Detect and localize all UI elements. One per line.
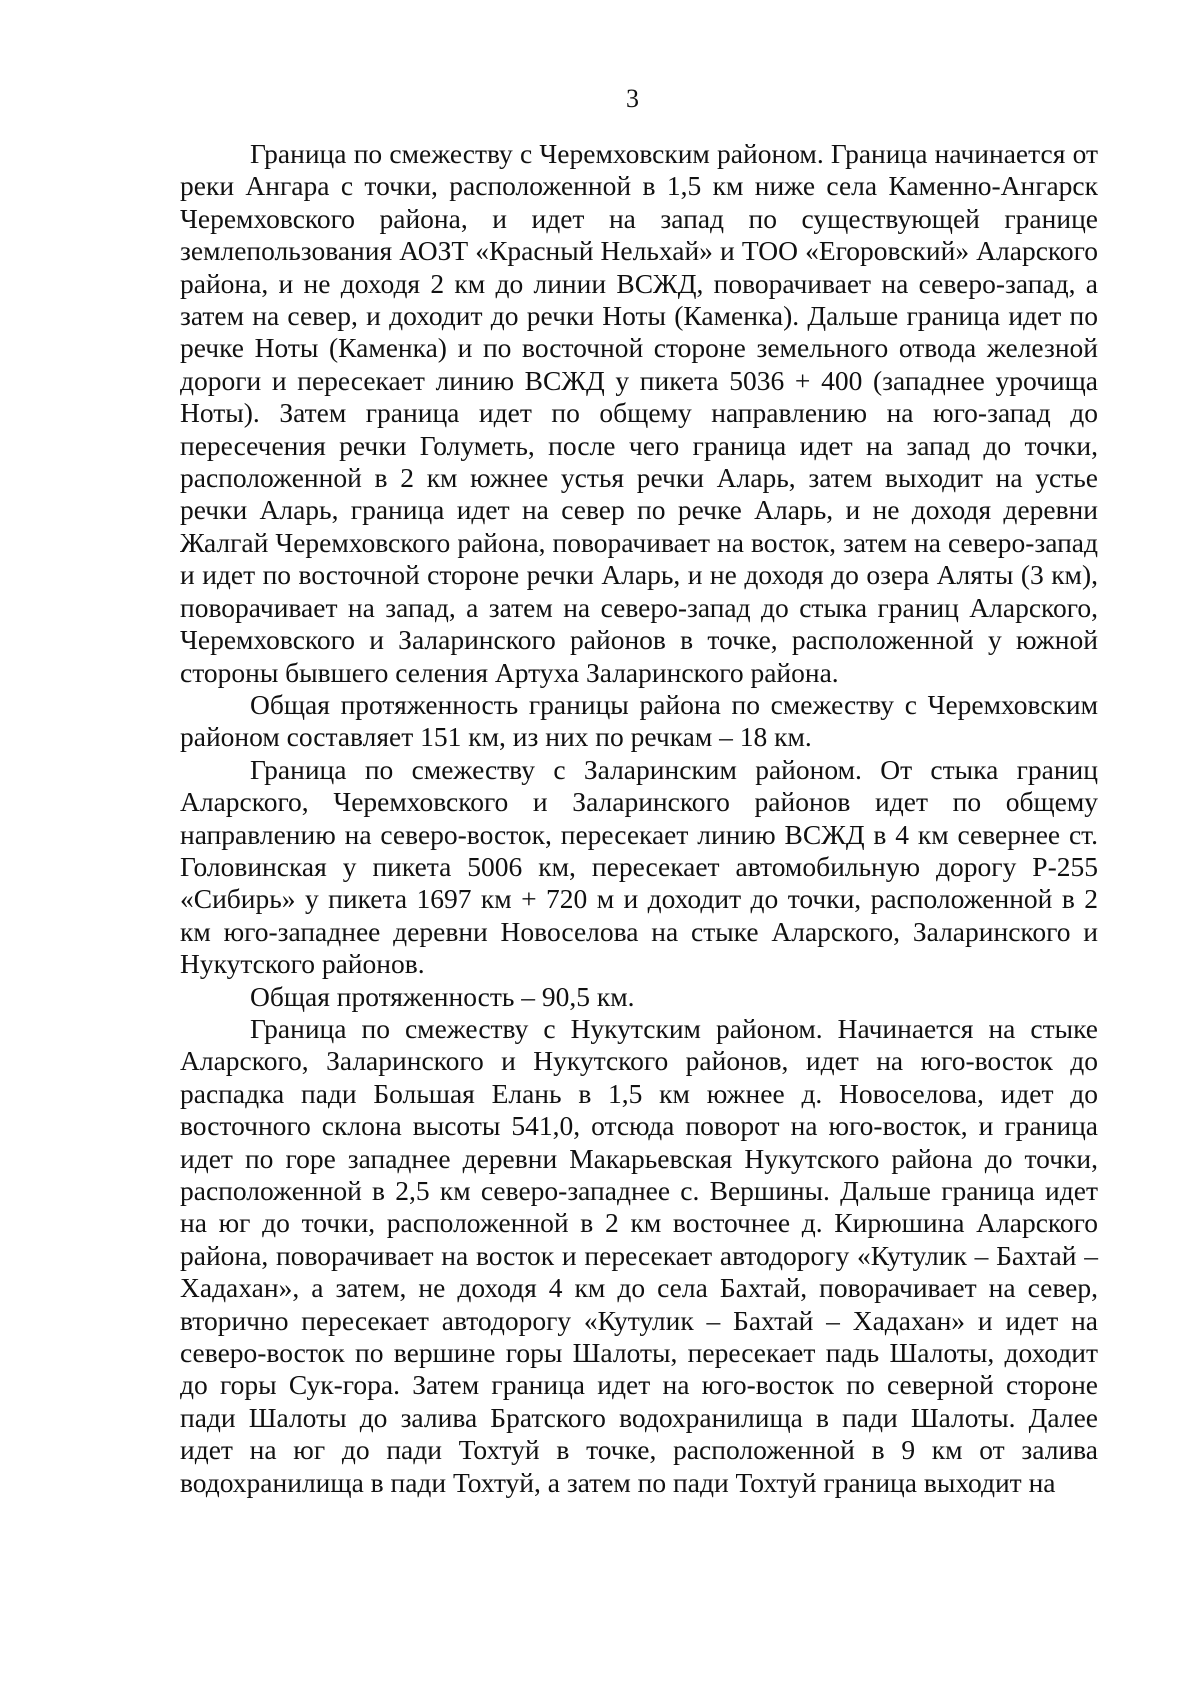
document-body bbox=[180, 138, 1098, 1499]
paragraph-zalari-length: Общая протяженность – 90,5 км. bbox=[250, 980, 635, 1012]
page-number: 3 bbox=[626, 84, 639, 113]
paragraph-cheremkhovo-border: Граница по смежеству с Черемховским районом. Граница начинается от реки Ангара с точки, расположенной в 1,5 км ниже села Каменно-Ангарск Черемховского района, и идет на запад по существующей границе землепользования АОЗТ «Красный Нельхай» и ТОО «Егоровский» Аларского района, и не доходя 2 км до линии ВСЖД, поворачивает на северо-запад, а затем на север, и доходит до речки Ноты (Каменка). Дальше граница идет по речке Ноты (Каменка) и по восточной стороне земельного отвода железной дороги и пересекает линию ВСЖД у пикета 5036 + 400 (западнее урочища Ноты). Затем граница идет по общему направлению на юго-запад до пересечения речки Голуметь, после чего граница идет на запад до точки, расположенной в 2 км южнее устья речки Аларь, затем выходит на устье речки Аларь, граница идет на север по речке Аларь, и не доходя деревни Жалгай Черемховского района, поворачивает на восток, затем на северо-запад и идет по восточной стороне речки Аларь, и не доходя до озера Аляты (3 км), поворачивает на запад, а затем на северо-запад до стыка границ Аларского, Черемховского и Заларинского районов в точке, расположенной у южной стороны бывшего селения Артуха Заларинского района. bbox=[180, 138, 1098, 688]
paragraph-nukuty-border: Граница по смежеству с Нукутским районом. Начинается на стыке Аларского, Заларинского и Нукутского районов, идет на юго-восток до распадка пади Большая Елань в 1,5 км южнее д. Новоселова, идет до восточного склона высоты 541,0, отсюда поворот на юго-восток, и граница идет по горе западнее деревни Макарьевская Нукутского района до точки, расположенной в 2,5 км северо-западнее с. Вершины. Дальше граница идет на юг до точки, расположенной в 2 км восточнее д. Кирюшина Аларского района, поворачивает на восток и пересекает автодорогу «Кутулик – Бахтай – Хадахан», а затем, не доходя 4 км до села Бахтай, поворачивает на север, вторично пересекает автодорогу «Кутулик – Бахтай – Хадахан» и идет на северо-восток по вершине горы Шалоты, пересекает падь Шалоты, доходит до горы Сук-гора. Затем граница идет на юго-восток по северной стороне пади Шалоты до залива Братского водохранилища в пади Шалоты. Далее идет на юг до пади Тохтуй в точке, расположенной в 9 км от залива водохранилища в пади Тохтуй, а затем по пади Тохтуй граница выходит на bbox=[180, 1012, 1098, 1498]
paragraph-cheremkhovo-length: Общая протяженность границы района по смежеству с Черемховским районом составляет 151 км, из них по речкам – 18 км. bbox=[180, 688, 1098, 753]
paragraph-zalari-border: Граница по смежеству с Заларинским районом. От стыка границ Аларского, Черемховского и Заларинского районов идет по общему направлению на северо-восток, пересекает линию ВСЖД в 4 км севернее ст. Головинская у пикета 5006 км, пересекает автомобильную дорогу Р-255 «Сибирь» у пикета 1697 км + 720 м и доходит до точки, расположенной в 2 км юго-западнее деревни Новоселова на стыке Аларского, Заларинского и Нукутского районов. bbox=[180, 753, 1098, 980]
